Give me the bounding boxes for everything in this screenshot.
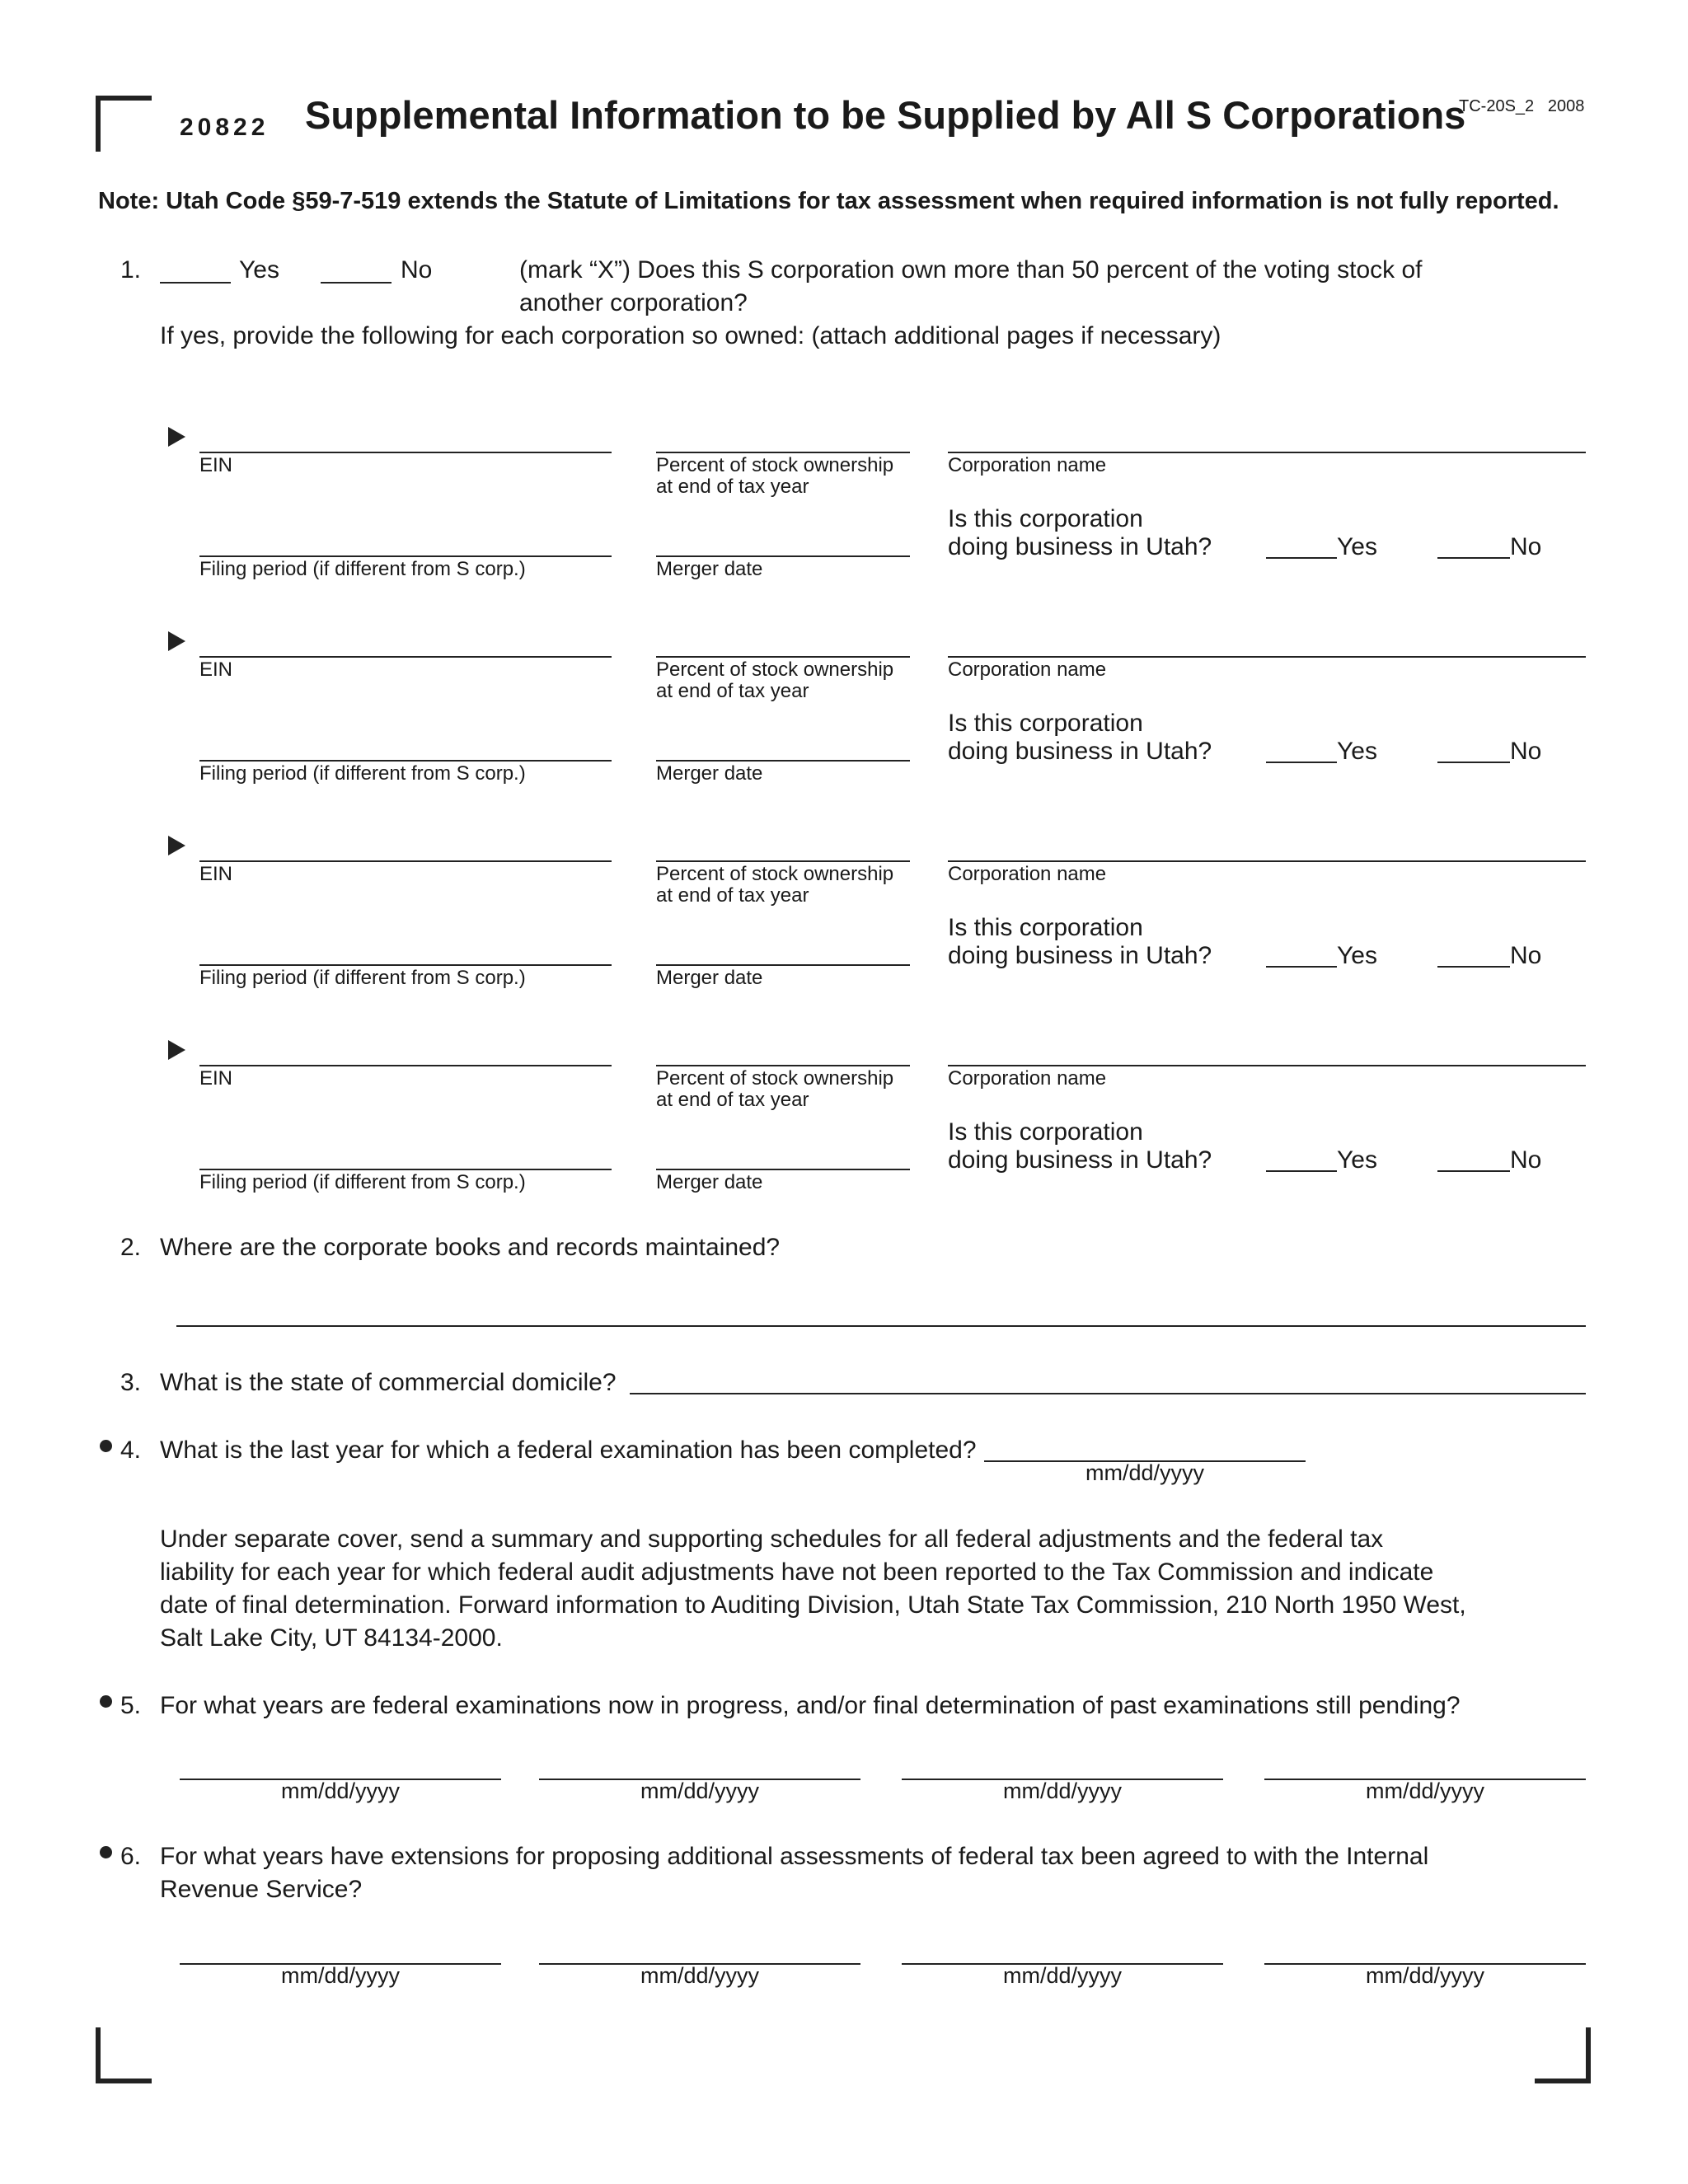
q2-number: 2.	[120, 1234, 142, 1261]
q4-para-line4: Salt Lake City, UT 84134-2000.	[160, 1624, 503, 1652]
books-records-location-field[interactable]	[176, 1325, 1586, 1327]
arrow-marker-icon	[168, 427, 185, 447]
corporation-name-label: Corporation name	[948, 1067, 1107, 1090]
q5-date-label-3: mm/dd/yyyy	[1002, 1779, 1123, 1803]
percent-ownership-label-line2: at end of tax year	[656, 884, 809, 907]
q3-text: What is the state of commercial domicile?	[160, 1369, 617, 1396]
corner-mark-bottom-right	[1535, 2027, 1591, 2083]
percent-ownership-field[interactable]	[656, 452, 910, 453]
corporation-name-field[interactable]	[948, 860, 1586, 862]
ein-label: EIN	[199, 1067, 233, 1090]
q2-text: Where are the corporate books and records maintained?	[160, 1234, 781, 1261]
utah-yes-label: Yes	[1337, 738, 1377, 765]
ein-field[interactable]	[199, 860, 612, 862]
arrow-marker-icon	[168, 631, 185, 651]
commercial-domicile-field[interactable]	[630, 1393, 1586, 1394]
q6-date-label-4: mm/dd/yyyy	[1365, 1963, 1485, 1988]
merger-date-label: Merger date	[656, 1171, 763, 1193]
arrow-marker-icon	[168, 836, 185, 855]
filing-period-field[interactable]	[199, 1169, 612, 1170]
q1-no-field[interactable]	[321, 282, 392, 284]
utah-no-field[interactable]	[1437, 1170, 1510, 1172]
utah-question-line2: doing business in Utah?	[948, 738, 1212, 765]
q1-yes-field[interactable]	[160, 282, 231, 284]
utah-no-label: No	[1510, 533, 1542, 560]
filing-period-label: Filing period (if different from S corp.)	[199, 558, 526, 580]
utah-question-line2: doing business in Utah?	[948, 1146, 1212, 1174]
q1-yes-label: Yes	[239, 256, 279, 284]
corporation-name-field[interactable]	[948, 1065, 1586, 1066]
q6-text-line2: Revenue Service?	[160, 1876, 363, 1903]
q3-number: 3.	[120, 1369, 142, 1396]
filing-period-field[interactable]	[199, 760, 612, 762]
ein-label: EIN	[199, 454, 233, 476]
merger-date-field[interactable]	[656, 1169, 910, 1170]
q5-date-label-2: mm/dd/yyyy	[640, 1779, 760, 1803]
utah-yes-field[interactable]	[1266, 1170, 1337, 1172]
corporation-name-label: Corporation name	[948, 863, 1107, 885]
filing-period-label: Filing period (if different from S corp.)	[199, 967, 526, 989]
q5-date-label-4: mm/dd/yyyy	[1365, 1779, 1485, 1803]
ein-label: EIN	[199, 863, 233, 885]
percent-ownership-field[interactable]	[656, 860, 910, 862]
q6-text-line1: For what years have extensions for proposing additional assessments of federal tax been agreed to with the Internal	[160, 1843, 1429, 1870]
ein-label: EIN	[199, 658, 233, 681]
percent-ownership-label-line1: Percent of stock ownership	[656, 1067, 894, 1090]
utah-yes-label: Yes	[1337, 942, 1377, 969]
utah-no-label: No	[1510, 738, 1542, 765]
page-title: Supplemental Information to be Supplied by All S Corporations	[305, 93, 1466, 137]
q4-para-line3: date of final determination. Forward information to Auditing Division, Utah State Tax Commission, 210 North 1950 West,	[160, 1591, 1466, 1619]
percent-ownership-label-line1: Percent of stock ownership	[656, 454, 894, 476]
q1-number: 1.	[120, 256, 142, 284]
utah-no-field[interactable]	[1437, 557, 1510, 559]
merger-date-field[interactable]	[656, 964, 910, 966]
merger-date-label: Merger date	[656, 558, 763, 580]
utah-no-label: No	[1510, 1146, 1542, 1174]
percent-ownership-label-line1: Percent of stock ownership	[656, 658, 894, 681]
utah-question-line2: doing business in Utah?	[948, 942, 1212, 969]
filing-period-field[interactable]	[199, 555, 612, 557]
utah-question-line1: Is this corporation	[948, 505, 1143, 532]
utah-no-label: No	[1510, 942, 1542, 969]
form-number: 20822	[180, 114, 270, 141]
filing-period-label: Filing period (if different from S corp.)	[199, 762, 526, 785]
form-code	[1459, 97, 1584, 116]
percent-ownership-field[interactable]	[656, 1065, 910, 1066]
q5-date-label-1: mm/dd/yyyy	[280, 1779, 401, 1803]
merger-date-field[interactable]	[656, 555, 910, 557]
q5-number: 5.	[120, 1692, 142, 1719]
filing-period-label: Filing period (if different from S corp.)	[199, 1171, 526, 1193]
q6-date-label-1: mm/dd/yyyy	[280, 1963, 401, 1988]
q5-text: For what years are federal examinations now in progress, and/or final determination of past examinations still pending?	[160, 1692, 1461, 1719]
q1-no-label: No	[401, 256, 433, 284]
bullet-dot-icon	[100, 1695, 112, 1708]
form-year: 2008	[1547, 97, 1585, 115]
percent-ownership-label-line2: at end of tax year	[656, 476, 809, 498]
bullet-dot-icon	[100, 1440, 112, 1452]
form-code-text: TC-20S_2	[1459, 97, 1535, 115]
utah-yes-label: Yes	[1337, 1146, 1377, 1174]
utah-yes-label: Yes	[1337, 533, 1377, 560]
corporation-name-field[interactable]	[948, 656, 1586, 658]
last-exam-date-label: mm/dd/yyyy	[1085, 1460, 1205, 1485]
corner-mark-top-left	[96, 96, 152, 152]
corporation-name-label: Corporation name	[948, 454, 1107, 476]
q4-para-line2: liability for each year for which federal audit adjustments have not been reported to the Tax Commission and indicate	[160, 1558, 1434, 1586]
ein-field[interactable]	[199, 1065, 612, 1066]
merger-date-field[interactable]	[656, 760, 910, 762]
utah-yes-field[interactable]	[1266, 557, 1337, 559]
bullet-dot-icon	[100, 1846, 112, 1858]
corporation-name-label: Corporation name	[948, 658, 1107, 681]
q1-instruction: If yes, provide the following for each corporation so owned: (attach additional pages if necessary)	[160, 322, 1221, 349]
utah-question-line1: Is this corporation	[948, 914, 1143, 941]
q6-number: 6.	[120, 1843, 142, 1870]
utah-yes-field[interactable]	[1266, 762, 1337, 763]
utah-question-line2: doing business in Utah?	[948, 533, 1212, 560]
corporation-name-field[interactable]	[948, 452, 1586, 453]
ein-field[interactable]	[199, 656, 612, 658]
percent-ownership-field[interactable]	[656, 656, 910, 658]
q4-para-line1: Under separate cover, send a summary and supporting schedules for all federal adjustments and the federal tax	[160, 1526, 1384, 1553]
percent-ownership-label-line1: Percent of stock ownership	[656, 863, 894, 885]
q1-question-line1: (mark “X”) Does this S corporation own more than 50 percent of the voting stock of	[519, 256, 1423, 284]
q6-date-label-3: mm/dd/yyyy	[1002, 1963, 1123, 1988]
merger-date-label: Merger date	[656, 967, 763, 989]
q6-date-label-2: mm/dd/yyyy	[640, 1963, 760, 1988]
q4-number: 4.	[120, 1436, 142, 1464]
arrow-marker-icon	[168, 1040, 185, 1060]
corner-mark-bottom-left	[96, 2027, 152, 2083]
utah-no-field[interactable]	[1437, 966, 1510, 968]
merger-date-label: Merger date	[656, 762, 763, 785]
utah-yes-field[interactable]	[1266, 966, 1337, 968]
percent-ownership-label-line2: at end of tax year	[656, 680, 809, 702]
filing-period-field[interactable]	[199, 964, 612, 966]
q4-text: What is the last year for which a federal examination has been completed?	[160, 1436, 977, 1464]
q1-question-line2: another corporation?	[519, 289, 748, 316]
utah-question-line1: Is this corporation	[948, 710, 1143, 737]
statute-note: Note: Utah Code §59-7-519 extends the Statute of Limitations for tax assessment when required information is not fully reported.	[98, 188, 1559, 214]
utah-question-line1: Is this corporation	[948, 1118, 1143, 1146]
utah-no-field[interactable]	[1437, 762, 1510, 763]
ein-field[interactable]	[199, 452, 612, 453]
percent-ownership-label-line2: at end of tax year	[656, 1089, 809, 1111]
